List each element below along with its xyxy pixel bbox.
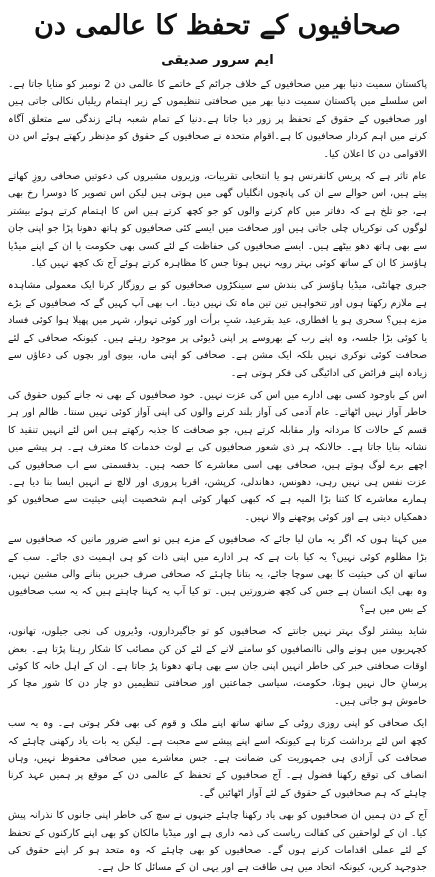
article-title: صحافیوں کے تحفظ کا عالمی دن [34, 10, 401, 41]
article-paragraph: جبری چھانٹی، میڈیا ہاؤسز کی بندش سے سینکڑوں صحافیوں کو بے روزگار کرنا ایک معمولی مشاہدہ ہے ملازم رکھتا ہوں اور تنخواہیں تین تین ماہ تک نہیں دیتا۔ اب بھی آپ کہیں گے کہ صحافیوں کے بڑے مزے ہیں؟ سحری ہو یا افطاری، عید بقرعید، شبِ برأت اور کوئی تہوار، شہر میں پھیلا ہوا کوئی فساد یا کوئی بڑا جلسہ، وہ اپنے رب کے بھروسے پر اپنی ڈیوٹی پر موجود رہتے ہیں۔ کیونکہ صحافی کے لئے صحافت کوئی نوکری نہیں بلکہ ایک مشن ہے۔ صحافی کو اپنی ماں، بیوی اور بچوں کی دعاؤں سے زیادہ اپنے فرائض کی ادائیگی کی فکر ہوتی ہے۔ [8, 280, 427, 379]
article-paragraph: عام تاثر ہے کہ پریس کانفرنس ہو یا انتخابی تقریبات، وزیروں مشیروں کی دعوتیں صحافی روزِ کھاتے پیتے ہیں، اس حوالے سے ان کی پانچوں انگلیاں گھی میں ہوتی ہیں لیکن اس تصویر کا دوسرا رخ بھی ہے، جو تلخ ہے کہ دفاتر میں کام کرنے والوں کو جو کچھ کرتے ہیں اس کا اہتمام کرتے ہوئے بیشتر لوگوں کی نوکریاں چلی جاتی ہیں اور صحافت میں ایسے کئی صحافیوں کو ہاتھ دھونا پڑا جو اپنی جان سے بھی ہاتھ دھو بیٹھے ہیں۔ ایسے صحافیوں کی حفاظت کے لئے کسی بھی حکومت یا ان کے اپنے میڈیا ہاؤسز کا ان کے ساتھ کوئی بہتر رویہ نہیں ہوتا جس کا مظاہرہ کرتے ہوئے آج تک کچھ نہیں کیا۔ [8, 171, 427, 270]
article-paragraph: اس کے باوجود کسی بھی ادارے میں اس کی عزت نہیں۔ خود صحافیوں کے بھی نہ جانے کیوں حقوق کی خاطر آواز نہیں اٹھاتے۔ عام آدمی کی آواز بلند کرنے والوں کی اپنی آواز کوئی نہیں سنتا۔ ظالم اور ہر قسم کے حالات کا مردانہ وار مقابلہ کرتے ہیں، جو صحافت کا جذبہ رکھتے ہیں اس لئے انہیں تنقید کا نشانہ بنایا جاتا ہے۔ حالانکہ ہر ذی شعور صحافیوں کی بے لوث خدمات کا معترف ہے۔ ہر پیشے میں اچھے برے لوگ ہوتے ہیں، صحافی بھی اسی معاشرے کا حصہ ہیں۔ بدقسمتی سے اب صحافیوں کی عزت نفس ہی نہیں رہی، دھونس، دھاندلی، کرپشن، اقربا پروری اور لالچ نے انہیں ایسا بنا دیا ہے۔ ہمارے معاشرے کا کتنا بڑا المیہ ہے کہ کبھی کبھار کوئی اہم شخصیت اپنی حیثیت سے صحافیوں کو دھمکیاں دیتی ہے اور کوئی پوچھنے والا نہیں۔ [8, 389, 427, 523]
article-paragraph: پاکستان سمیت دنیا بھر میں صحافیوں کے خلاف جرائم کے خاتمے کا عالمی دن 2 نومبر کو منایا جاتا ہے۔اس سلسلے میں پاکستان سمیت دنیا بھر میں صحافتی تنظیموں کے زیر اہتمام ریلیاں نکالی جاتی ہیں اور صحافیوں کے حقوق کے تحفظ پر زور دیا جاتا ہے۔دنیا کے تمام شعبہ ہائے زندگی سے متعلق آگاہ کرنے میں اہم کردار صحافیوں کا ہے۔اقوام متحدہ نے صحافیوں کے حقوق کو مدِنظر رکھتے ہوئے اس دن الاقوامی دن کا اعلان کیا۔ [8, 79, 427, 160]
author-byline: ایم سرور صدیقی [161, 53, 274, 68]
article-paragraph: میں کہتا ہوں کہ اگر یہ مان لیا جائے کہ صحافیوں کے مزے ہیں تو اسے ضرور مانیں کہ صحافیوں سے بڑا مظلوم کوئی نہیں؟ یہ کیا بات ہے کہ ہر ادارے میں اپنی ذات کو ہی اہمیت دی جائے۔ سب کے ساتھ ان کی حیثیت کا بھی سوچا جائے، یہ بتانا چاہئے کہ صحافی صرف خبریں بنانے والی مشین نہیں، وہ بھی ایک انسان ہے جس کی کچھ ضرورتیں ہیں۔ تو کیا آپ یہ کہنا چاہتے ہیں کہ یہ سب صحافیوں کے بس میں ہے؟ [8, 534, 427, 615]
article-paragraph: شاید بیشتر لوگ بہتر نہیں جانتے کہ صحافیوں کو تو جاگیرداروں، وڈیروں کی نجی جیلوں، تھانوں، کچہریوں میں ہونے والی ناانصافیوں کو سامنے لانے کے لئے کن کن مصائب کا شکار رہنا پڑتا ہے۔ بعض اوقات صحافتی خبر کی خاطر انہیں اپنی جان سے بھی ہاتھ دھونا پڑ جاتا ہے۔ ان کے اہل خانہ کا کوئی پرسانِ حال نہیں ہوتا، حکومت، سیاسی جماعتیں اور صحافتی تنظیمیں دو چار دن کا شور مچا کر خاموش ہو جاتی ہیں۔ [8, 626, 427, 707]
article-paragraph: آج کے دن ہمیں ان صحافیوں کو بھی یاد رکھنا چاہئے جنہوں نے سچ کی خاطر اپنی جانوں کا نذرانہ پیش کیا۔ ان کے لواحقین کی کفالت ریاست کی ذمہ داری ہے اور میڈیا مالکان کو بھی اپنے کارکنوں کے تحفظ کے لئے عملی اقدامات کرنے ہوں گے۔ صحافیوں کو بھی چاہئے کہ وہ متحد ہو کر اپنے حقوق کی جدوجہد کریں، کیونکہ اتحاد میں ہی طاقت ہے اور یہی ان کے مسائل کا حل ہے۔ [8, 810, 427, 874]
article-paragraph: ایک صحافی کو اپنی روزی روٹی کے ساتھ ساتھ اپنے ملک و قوم کی بھی فکر ہوتی ہے۔ وہ یہ سب کچھ اس لئے برداشت کرتا ہے کیونکہ اسے اپنے پیشے سے محبت ہے۔ لیکن یہ بات یاد رکھنی چاہئے کہ صحافت کی آزادی ہی جمہوریت کی ضمانت ہے۔ جس معاشرے میں صحافی محفوظ نہیں، وہاں انصاف کی توقع رکھنا فضول ہے۔ آج صحافیوں کے تحفظ کے عالمی دن کے موقع پر ہمیں عہد کرنا چاہئے کہ ہم صحافیوں کے حقوق کے لئے آواز اٹھائیں گے۔ [8, 718, 427, 799]
